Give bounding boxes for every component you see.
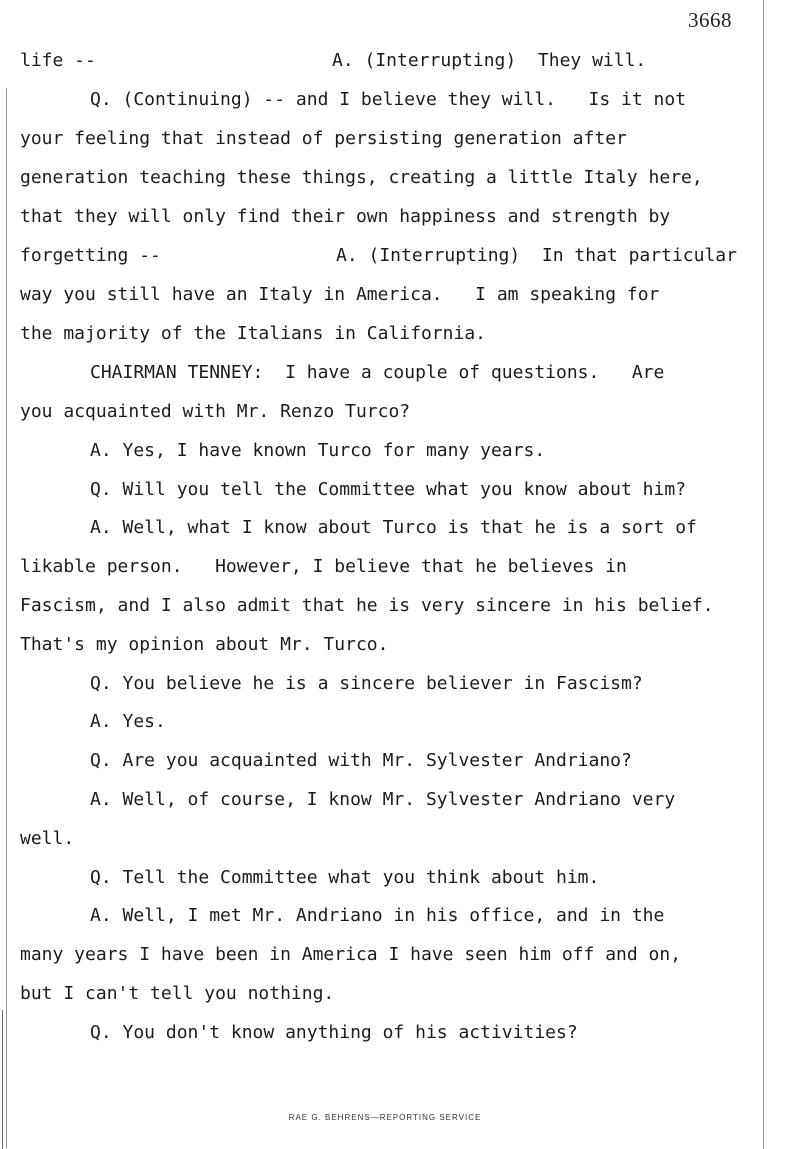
transcript-line: but I can't tell you nothing. (20, 983, 335, 1004)
transcript-line: That's my opinion about Mr. Turco. (20, 634, 389, 655)
transcript-line: A. Well, what I know about Turco is that he is a sort of (90, 517, 697, 538)
transcript-line: generation teaching these things, creating a little Italy here, (20, 167, 703, 188)
left-margin-rule-secondary (2, 1010, 3, 1149)
transcript-line: Q. Are you acquainted with Mr. Sylvester Andriano? (90, 750, 632, 771)
transcript-line: that they will only find their own happiness and strength by (20, 206, 671, 227)
transcript-line: Q. Will you tell the Committee what you know about him? (90, 479, 687, 500)
transcript-line: your feeling that instead of persisting generation after (20, 128, 627, 149)
transcript-line: CHAIRMAN TENNEY: I have a couple of questions. Are (90, 362, 665, 383)
transcript-line: A. (Interrupting) In that particular (336, 245, 737, 266)
transcript-line: likable person. However, I believe that he believes in (20, 556, 627, 577)
transcript-line: life -- (20, 50, 96, 71)
transcript-line: Q. (Continuing) -- and I believe they will. Is it not (90, 89, 687, 110)
transcript-line: Fascism, and I also admit that he is very sincere in his belief. (20, 595, 714, 616)
page-number: 3668 (688, 8, 732, 32)
transcript-line: A. Well, of course, I know Mr. Sylvester Andriano very (90, 789, 676, 810)
transcript-line: A. Yes, I have known Turco for many years. (90, 440, 546, 461)
transcript-line: well. (20, 828, 75, 849)
transcript-line: A. (Interrupting) They will. (332, 50, 647, 71)
transcript-line: Q. You don't know anything of his activities? (90, 1022, 578, 1043)
right-margin-rule (763, 0, 764, 1149)
transcript-line: way you still have an Italy in America. I am speaking for (20, 284, 660, 305)
transcript-line: A. Yes. (90, 711, 166, 732)
transcript-line: many years I have been in America I have seen him off and on, (20, 944, 682, 965)
transcript-line: A. Well, I met Mr. Andriano in his office, and in the (90, 905, 665, 926)
transcript-line: forgetting -- (20, 245, 161, 266)
transcript-line: you acquainted with Mr. Renzo Turco? (20, 401, 411, 422)
transcript-line: Q. Tell the Committee what you think about him. (90, 867, 600, 888)
transcript-line: the majority of the Italians in California. (20, 323, 486, 344)
transcript-line: Q. You believe he is a sincere believer in Fascism? (90, 673, 643, 694)
reporting-service-footer: RAE G. BEHRENS—REPORTING SERVICE (288, 1113, 482, 1122)
left-margin-rule (6, 88, 7, 1148)
